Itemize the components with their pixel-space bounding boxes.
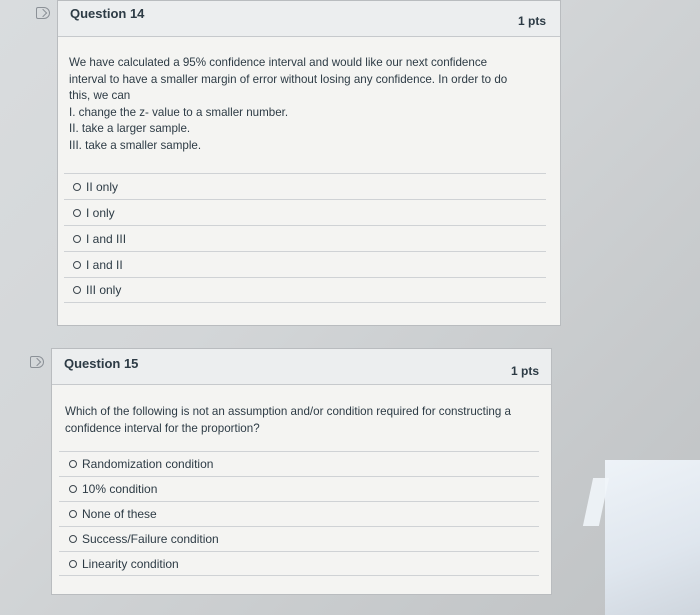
question-14-card <box>57 0 561 326</box>
answer-option[interactable] <box>64 277 546 303</box>
radio-button-icon[interactable] <box>73 261 81 269</box>
answer-option[interactable] <box>64 199 546 225</box>
screen-glare <box>605 460 700 615</box>
radio-button-icon[interactable] <box>73 286 81 294</box>
radio-button-icon[interactable] <box>73 183 81 191</box>
radio-button-icon[interactable] <box>73 235 81 243</box>
question-text-line: We have calculated a 95% confidence interval and would like our next confidence <box>69 56 488 69</box>
answer-label: Success/Failure condition <box>82 532 219 546</box>
answer-option[interactable] <box>59 551 539 576</box>
flag-question-icon[interactable] <box>36 7 50 19</box>
answer-label: II only <box>86 179 119 194</box>
radio-button-icon[interactable] <box>69 560 77 568</box>
radio-button-icon[interactable] <box>69 460 77 468</box>
statement-iii: III. take a smaller sample. <box>69 138 202 152</box>
question-15-text <box>65 404 511 437</box>
statement-ii: II. take a larger sample. <box>69 122 191 135</box>
question-14-header <box>58 1 560 37</box>
answer-label: None of these <box>82 507 157 521</box>
answer-label: Linearity condition <box>82 556 179 571</box>
answer-option[interactable] <box>64 173 546 199</box>
question-15-card <box>51 348 552 595</box>
question-title: Question 15 <box>64 356 139 371</box>
question-text-line: Which of the following is not an assumption and/or condition required for constructing a <box>65 405 511 418</box>
answer-option[interactable] <box>59 501 539 526</box>
radio-button-icon[interactable] <box>69 535 77 543</box>
question-text-line: confidence interval for the proportion? <box>65 421 260 435</box>
answer-label: I and II <box>86 257 123 272</box>
question-text-line: this, we can <box>69 89 131 102</box>
question-text-line: interval to have a smaller margin of error without losing any confidence. In order to do <box>69 72 508 86</box>
answer-label: I and III <box>86 231 127 246</box>
answer-option[interactable] <box>59 476 539 501</box>
radio-button-icon[interactable] <box>69 510 77 518</box>
answer-label: 10% condition <box>82 482 158 496</box>
question-15-header <box>52 349 551 385</box>
answer-label: Randomization condition <box>82 457 214 471</box>
question-14-text <box>69 55 507 154</box>
answer-label: III only <box>86 283 122 297</box>
statement-i: I. change the z- value to a smaller number. <box>69 105 289 119</box>
answer-option[interactable] <box>59 526 539 551</box>
answer-list <box>64 173 546 303</box>
answer-option[interactable] <box>64 251 546 277</box>
flag-question-icon[interactable] <box>30 356 44 368</box>
radio-button-icon[interactable] <box>73 209 81 217</box>
question-title: Question 14 <box>70 6 145 21</box>
question-points: 1 pts <box>510 364 539 378</box>
answer-list <box>59 451 539 576</box>
answer-option[interactable] <box>59 451 539 476</box>
answer-option[interactable] <box>64 225 546 251</box>
question-points: 1 pts <box>517 14 546 28</box>
answer-label: I only <box>86 205 115 220</box>
radio-button-icon[interactable] <box>69 485 77 493</box>
